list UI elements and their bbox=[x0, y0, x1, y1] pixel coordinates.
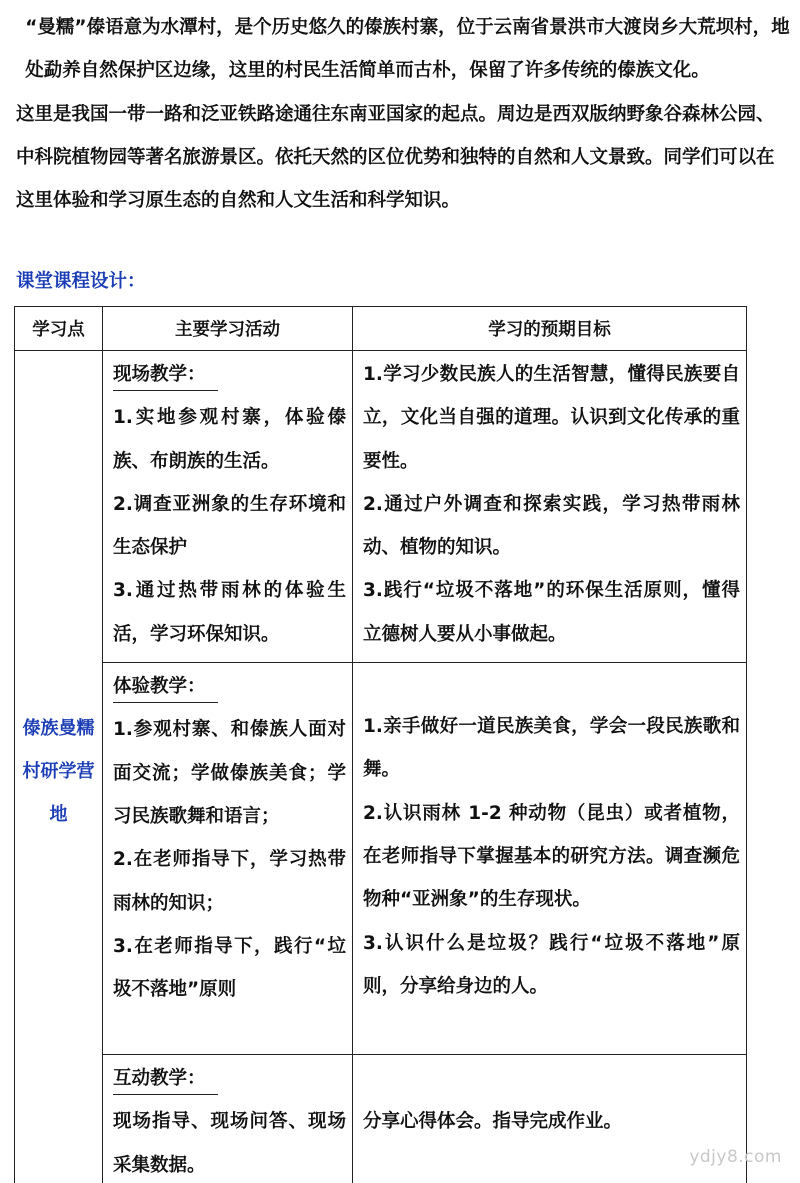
goal-item: 3.认识什么是垃圾？践行“垃圾不落地”原则，分享给身边的人。 bbox=[363, 932, 740, 997]
header-expected-goals: 学习的预期目标 bbox=[353, 307, 747, 351]
goal-item: 2.通过户外调查和探索实践，学习热带雨林动、植物的知识。 bbox=[363, 493, 740, 559]
section-title: 课堂课程设计： bbox=[16, 271, 146, 292]
activity-item: 3.通过热带雨林的体验生活，学习环保知识。 bbox=[113, 580, 346, 645]
header-learning-point: 学习点 bbox=[15, 307, 103, 351]
watermark: ydjy8.com bbox=[689, 1147, 782, 1167]
goal-cell-interactive bbox=[353, 1055, 747, 1183]
intro-paragraph-1: “曼糯”傣语意为水潭村，是个历史悠久的傣族村寨，位于云南省景洪市大渡岗乡大荒坝村，地处勐养自然保护区边缘，这里的村民生活简单而古朴，保留了许多传统的傣族文化。 bbox=[25, 17, 790, 82]
table-row bbox=[15, 663, 747, 1055]
activity-cell-experience bbox=[103, 663, 353, 1055]
table-row bbox=[15, 351, 747, 663]
goal-item: 1.亲手做好一道民族美食，学会一段民族歌和舞。 bbox=[363, 716, 740, 781]
course-design-table bbox=[14, 306, 747, 1183]
learning-point-cell bbox=[15, 351, 103, 1183]
goal-item: 1.学习少数民族人的生活智慧，懂得民族要自立，文化当自强的道理。认识到文化传承的重要性。 bbox=[363, 364, 740, 472]
activity-item: 2.调查亚洲象的生存环境和生态保护 bbox=[113, 493, 346, 559]
goal-item: 分享心得体会。指导完成作业。 bbox=[363, 1111, 623, 1133]
intro-paragraph-2: 这里是我国一带一路和泛亚铁路途通往东南亚国家的起点。周边是西双版纳野象谷森林公园、中科院植物园等著名旅游景区。依托天然的区位优势和独特的自然和人文景致。同学们可以在这里体验和学习原生态的自然和人文生活和科学知识。 bbox=[16, 103, 775, 212]
activity-item: 3.在老师指导下，践行“垃圾不落地”原则 bbox=[113, 935, 346, 1001]
table-row bbox=[15, 1055, 747, 1183]
table-header-row bbox=[15, 307, 747, 351]
activity-item: 2.在老师指导下，学习热带雨林的知识； bbox=[113, 849, 346, 914]
activity-cell-onsite bbox=[103, 351, 353, 663]
activity-heading: 现场教学： bbox=[113, 360, 218, 391]
header-main-activities: 主要学习活动 bbox=[103, 307, 353, 351]
activity-heading: 体验教学： bbox=[113, 672, 218, 703]
goal-cell-onsite bbox=[353, 351, 747, 663]
activity-item: 现场指导、现场问答、现场采集数据。 bbox=[113, 1111, 346, 1176]
intro-text bbox=[16, 6, 790, 222]
activity-cell-interactive bbox=[103, 1055, 353, 1183]
activity-item: 1.参观村寨、和傣族人面对面交流；学做傣族美食；学习民族歌舞和语言； bbox=[113, 719, 346, 827]
goal-item: 2.认识雨林 1-2 种动物（昆虫）或者植物，在老师指导下掌握基本的研究方法。调查濒危物种“亚洲象”的生存现状。 bbox=[363, 802, 740, 911]
learning-point-name: 傣族曼糯村研学营地 bbox=[22, 718, 95, 826]
activity-item: 1.实地参观村寨，体验傣族、布朗族的生活。 bbox=[113, 407, 346, 472]
activity-heading: 互动教学： bbox=[113, 1064, 218, 1095]
goal-cell-experience bbox=[353, 663, 747, 1055]
goal-item: 3.践行“垃圾不落地”的环保生活原则，懂得立德树人要从小事做起。 bbox=[363, 580, 740, 645]
